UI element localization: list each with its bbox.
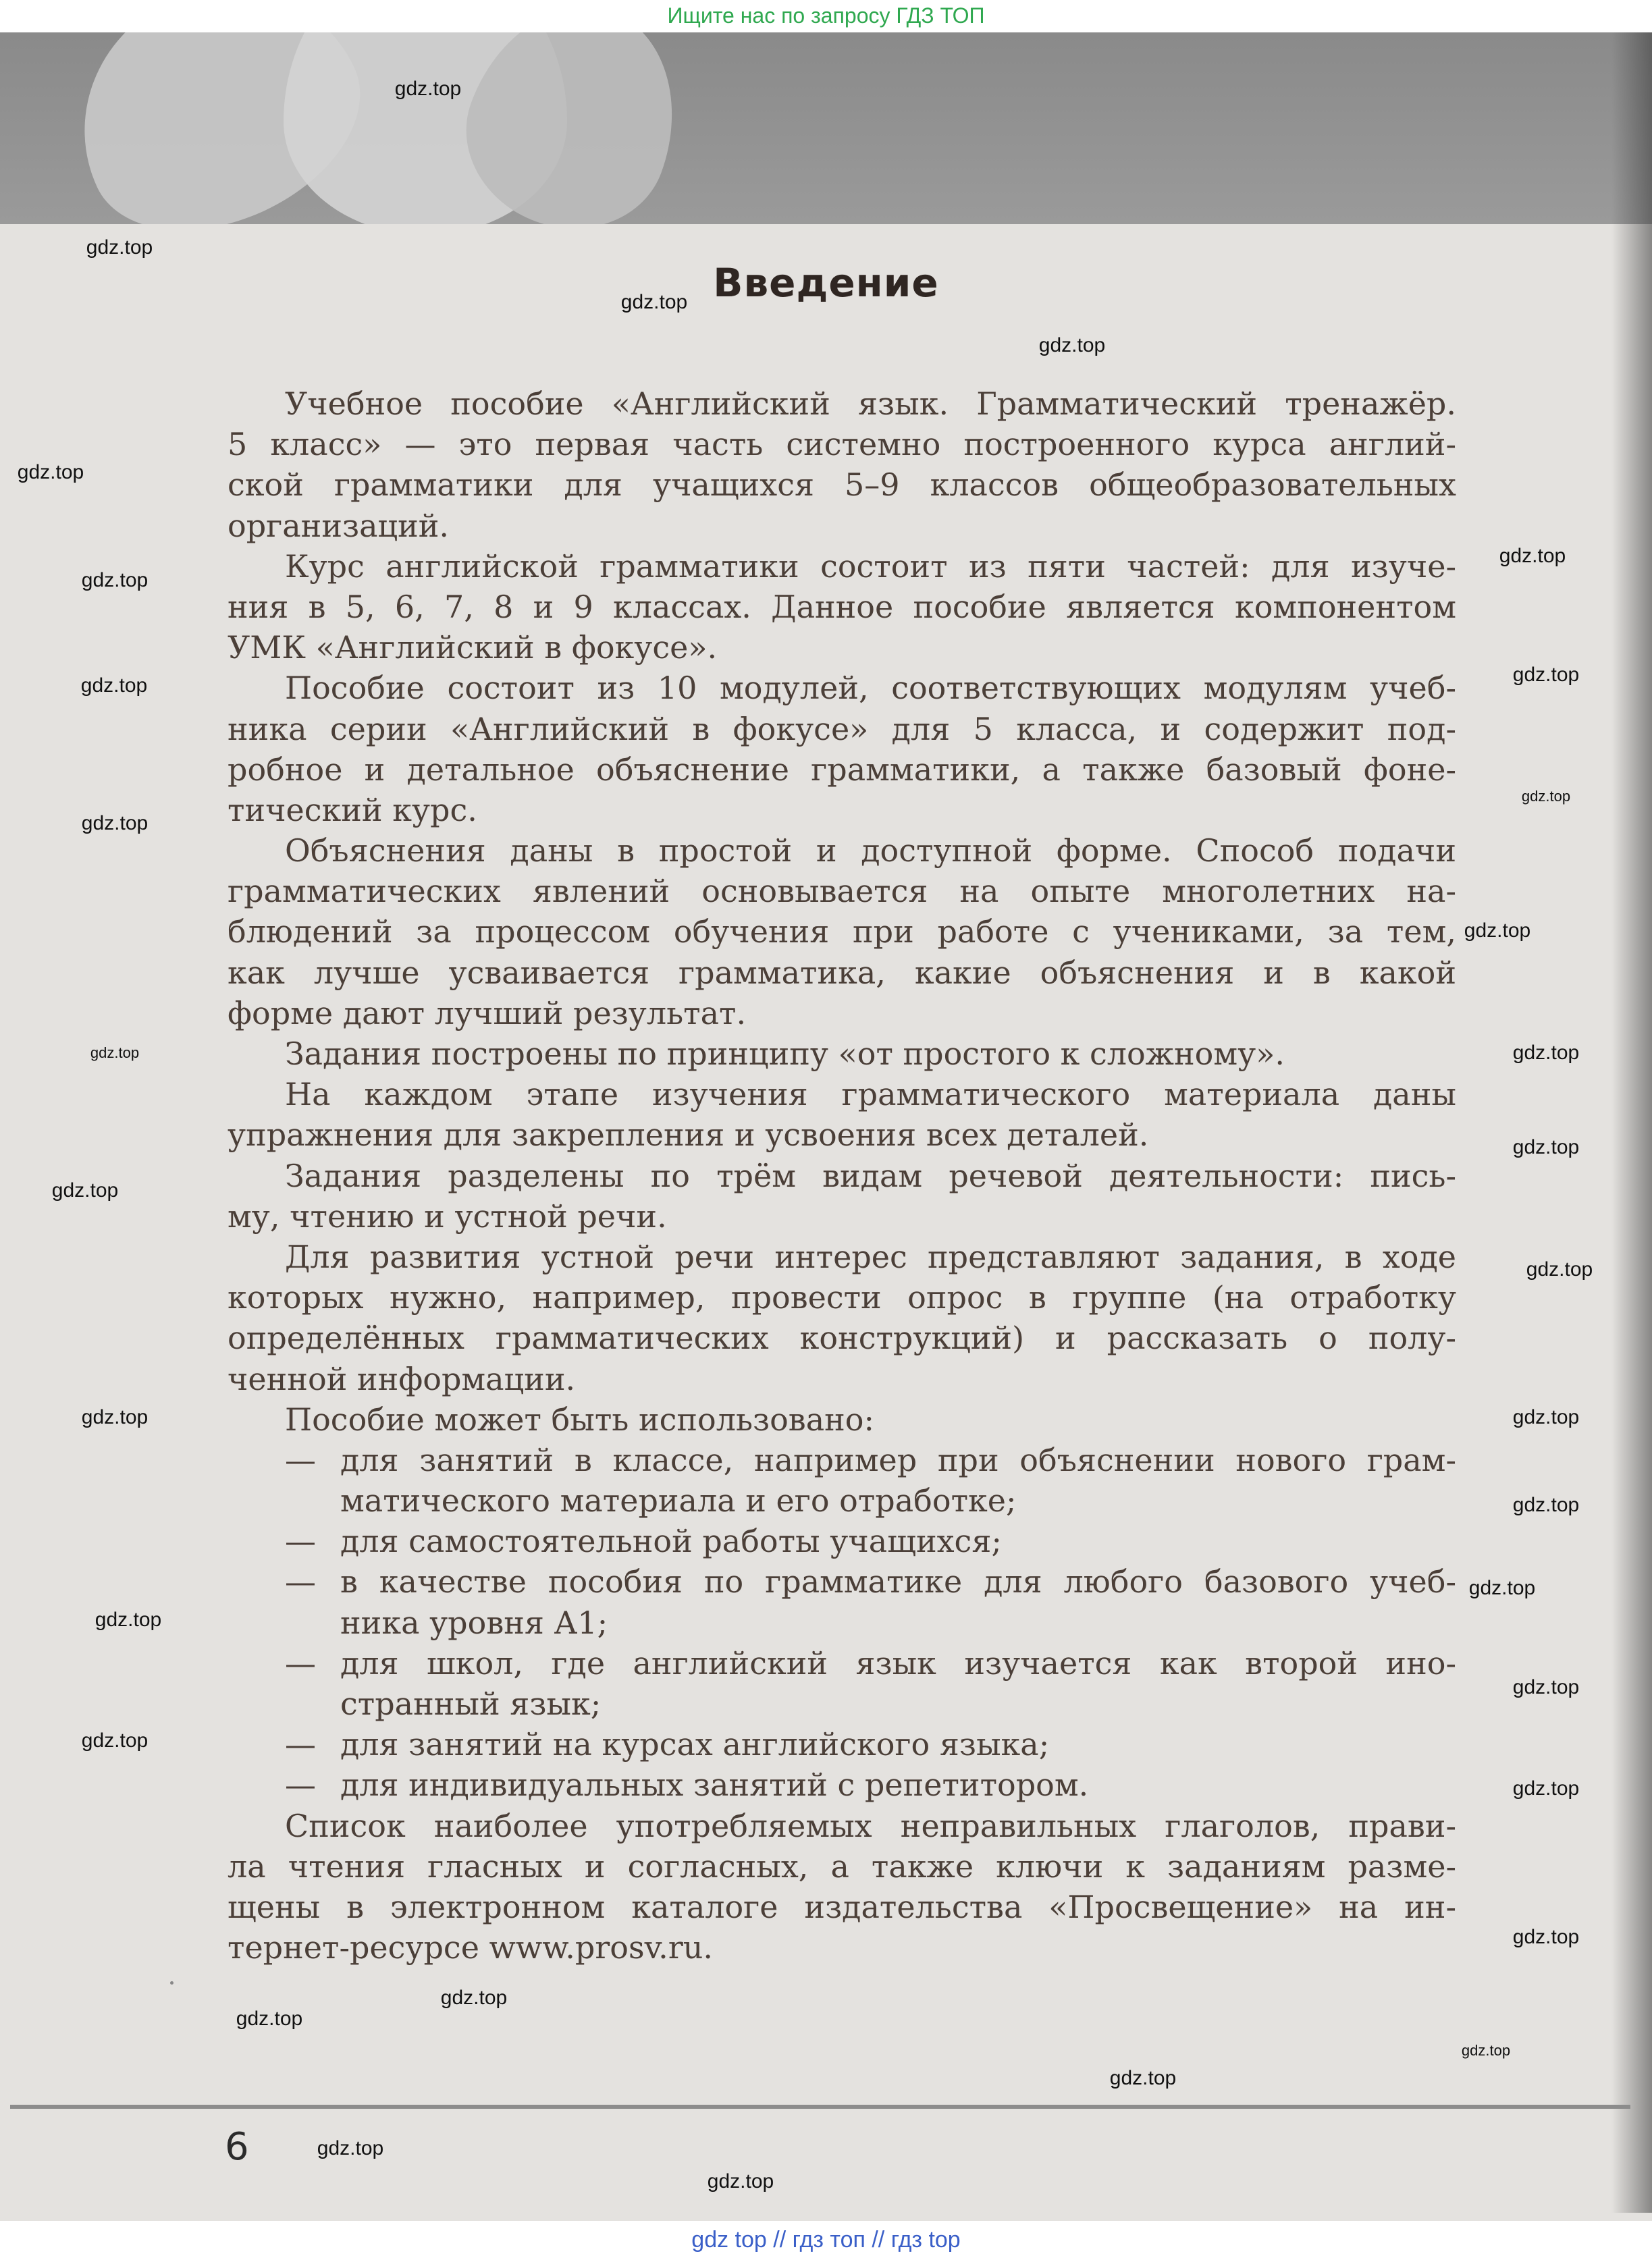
line-text: Для развития устной речи интерес представляют задания, в ходе	[285, 1238, 1456, 1275]
text-line	[228, 911, 1456, 952]
line-text: ника серии «Английский в фокусе» для 5 класса, и содержит под-	[228, 710, 1456, 747]
line-text: УМК «Английский в фокусе».	[228, 629, 718, 666]
watermark: gdz.top	[81, 569, 149, 591]
line-text: тернет-ресурсе www.prosv.ru.	[228, 1929, 713, 1966]
watermark: gdz.top	[1468, 1577, 1536, 1599]
line-text: грамматических явлений основывается на опыте многолетних на-	[228, 873, 1456, 910]
list-item	[228, 1561, 1456, 1642]
line-text: ченной информации.	[228, 1360, 576, 1397]
header-band	[0, 32, 1652, 224]
line-text: 5 класс» — это первая часть системно построенного курса англий-	[228, 426, 1456, 463]
line-text: для занятий на курсах английского языка;	[340, 1726, 1050, 1763]
document-body	[228, 383, 1456, 1968]
list-dash: —	[285, 1726, 316, 1763]
line-text: для занятий в классе, например при объяснении нового грам-	[340, 1441, 1456, 1478]
separator: //	[872, 2227, 885, 2253]
bottom-link-2[interactable]: гдз топ	[792, 2227, 865, 2253]
bottom-links-bar	[0, 2221, 1652, 2260]
line-text: робное и детальное объяснение грамматики, а также базовый фоне-	[228, 751, 1456, 788]
paragraph	[228, 1806, 1456, 1968]
line-text: Список наиболее употребляемых неправильных глаголов, прави-	[285, 1807, 1456, 1844]
text-line	[228, 952, 1456, 993]
watermark: gdz.top	[394, 78, 462, 100]
line-text: форме дают лучший результат.	[228, 994, 747, 1031]
line-text: Объяснения даны в простой и доступной форме. Способ подачи	[285, 832, 1456, 869]
bottom-link-3[interactable]: гдз top	[890, 2227, 961, 2253]
text-line	[228, 1887, 1456, 1927]
text-line	[228, 1074, 1456, 1114]
watermark: gdz.top	[1464, 919, 1531, 942]
text-line	[228, 790, 1456, 830]
watermark: gdz.top	[1461, 2042, 1511, 2059]
list-item	[228, 1724, 1456, 1765]
line-text: щены в электронном каталоге издательства «Просвещение» на ин-	[228, 1888, 1456, 1925]
text-line	[228, 1684, 1456, 1724]
line-text: организаций.	[228, 507, 450, 544]
list-item	[228, 1765, 1456, 1805]
line-text: определённых грамматических конструкций) и рассказать о полу-	[228, 1320, 1456, 1357]
line-text: упражнения для закрепления и усвоения всех деталей.	[228, 1116, 1149, 1154]
text-line	[228, 830, 1456, 871]
text-line	[228, 1561, 1456, 1602]
watermark: gdz.top	[1512, 1494, 1580, 1516]
text-line	[228, 1440, 1456, 1480]
text-line	[228, 424, 1456, 464]
list-item	[228, 1643, 1456, 1724]
text-line	[228, 1603, 1456, 1643]
list-dash: —	[285, 1441, 316, 1478]
page-binding-shadow	[1611, 32, 1652, 2213]
text-line	[228, 709, 1456, 749]
watermark: gdz.top	[86, 236, 153, 259]
line-text: Пособие состоит из 10 модулей, соответствующих модулям учеб-	[285, 670, 1456, 707]
line-text: ника уровня А1;	[340, 1604, 608, 1641]
watermark: gdz.top	[80, 674, 148, 697]
text-line	[228, 627, 1456, 668]
line-text: как лучше усваивается грамматика, какие объяснения и в какой	[228, 954, 1456, 991]
paragraph	[228, 383, 1456, 546]
watermark: gdz.top	[1109, 2067, 1177, 2089]
line-text: для индивидуальных занятий с репетитором.	[340, 1767, 1089, 1804]
list-dash: —	[285, 1644, 316, 1681]
text-line	[228, 1196, 1456, 1237]
line-text: Задания разделены по трём видам речевой деятельности: пись-	[285, 1157, 1456, 1194]
text-line	[228, 1318, 1456, 1358]
list-dash: —	[285, 1563, 316, 1600]
bottom-link-1[interactable]: gdz top	[691, 2227, 767, 2253]
line-text: матического материала и его отработке;	[340, 1482, 1017, 1519]
text-line	[228, 871, 1456, 911]
line-text: ла чтения гласных и согласных, а также ключи к заданиям разме-	[228, 1848, 1456, 1885]
watermark: gdz.top	[81, 812, 149, 834]
line-text: ния в 5, 6, 7, 8 и 9 классах. Данное пособие является компонентом	[228, 588, 1456, 625]
line-text: блюдений за процессом обучения при работе с учениками, за тем,	[228, 913, 1456, 950]
line-text: которых нужно, например, провести опрос в группе (на отработку	[228, 1279, 1456, 1316]
line-text: ской грамматики для учащихся 5–9 классов общеобразовательных	[228, 466, 1456, 504]
text-line	[228, 1724, 1456, 1765]
separator: //	[773, 2227, 787, 2253]
watermark: gdz.top	[81, 1729, 149, 1752]
text-line	[228, 749, 1456, 790]
text-line	[228, 1846, 1456, 1887]
watermark: gdz.top	[17, 461, 84, 483]
text-line	[228, 1927, 1456, 1968]
line-text: в качестве пособия по грамматике для любого базового учеб-	[340, 1563, 1456, 1600]
watermark: gdz.top	[1512, 1042, 1580, 1064]
watermark: gdz.top	[90, 1044, 140, 1061]
list-item	[228, 1521, 1456, 1561]
watermark: gdz.top	[440, 1987, 508, 2009]
text-line	[228, 464, 1456, 505]
text-line	[228, 1521, 1456, 1561]
line-text: для школ, где английский язык изучается как второй ино-	[340, 1644, 1456, 1681]
top-banner[interactable]: Ищите нас по запросу ГДЗ ТОП	[0, 0, 1652, 32]
watermark: gdz.top	[317, 2137, 384, 2159]
paragraph	[228, 1399, 1456, 1440]
text-line	[228, 1806, 1456, 1846]
watermark: gdz.top	[81, 1406, 149, 1428]
scan-speck	[170, 1981, 174, 1985]
page-title: Введение	[713, 260, 939, 306]
watermark: gdz.top	[1512, 1926, 1580, 1948]
paragraph	[228, 830, 1456, 1033]
text-line	[228, 1237, 1456, 1277]
line-text: Задания построены по принципу «от простого к сложному».	[285, 1035, 1285, 1072]
text-line	[228, 1359, 1456, 1399]
text-line	[228, 546, 1456, 587]
watermark: gdz.top	[620, 291, 688, 313]
watermark: gdz.top	[95, 1609, 162, 1631]
text-line	[228, 1765, 1456, 1805]
page-number: 6	[225, 2125, 249, 2169]
text-line	[228, 1156, 1456, 1196]
list-item	[228, 1440, 1456, 1521]
text-line	[228, 1114, 1456, 1155]
text-line	[228, 1643, 1456, 1684]
line-text: Пособие может быть использовано:	[285, 1401, 874, 1438]
text-line	[228, 1399, 1456, 1440]
paragraph	[228, 1156, 1456, 1237]
paragraph	[228, 668, 1456, 830]
paragraph	[228, 1074, 1456, 1155]
text-line	[228, 668, 1456, 708]
paragraph	[228, 1033, 1456, 1074]
watermark: gdz.top	[236, 2008, 303, 2030]
text-line	[228, 506, 1456, 546]
watermark: gdz.top	[1512, 664, 1580, 686]
paragraph	[228, 1237, 1456, 1399]
line-text: Курс английской грамматики состоит из пяти частей: для изуче-	[285, 547, 1456, 585]
watermark: gdz.top	[1499, 545, 1566, 567]
text-line	[228, 383, 1456, 424]
watermark: gdz.top	[51, 1179, 119, 1202]
line-text: Учебное пособие «Английский язык. Грамматический тренажёр.	[285, 385, 1456, 422]
line-text: странный язык;	[340, 1686, 602, 1722]
line-text: му, чтению и устной речи.	[228, 1198, 667, 1235]
paragraph	[228, 546, 1456, 668]
text-line	[228, 1033, 1456, 1074]
watermark: gdz.top	[1038, 334, 1106, 356]
watermark: gdz.top	[1512, 1136, 1580, 1158]
text-line	[228, 993, 1456, 1033]
list-dash: —	[285, 1767, 316, 1804]
watermark: gdz.top	[1512, 1777, 1580, 1800]
watermark: gdz.top	[1526, 1258, 1593, 1281]
line-text: тический курс.	[228, 791, 477, 828]
watermark: gdz.top	[707, 2170, 774, 2192]
list-dash: —	[285, 1523, 316, 1560]
footer-rule	[10, 2105, 1630, 2109]
line-text: На каждом этапе изучения грамматического материала даны	[285, 1076, 1456, 1113]
watermark: gdz.top	[1512, 1676, 1580, 1698]
text-line	[228, 1480, 1456, 1521]
text-line	[228, 1277, 1456, 1318]
text-line	[228, 587, 1456, 627]
line-text: для самостоятельной работы учащихся;	[340, 1523, 1002, 1560]
watermark: gdz.top	[1521, 788, 1571, 805]
watermark: gdz.top	[1512, 1406, 1580, 1428]
